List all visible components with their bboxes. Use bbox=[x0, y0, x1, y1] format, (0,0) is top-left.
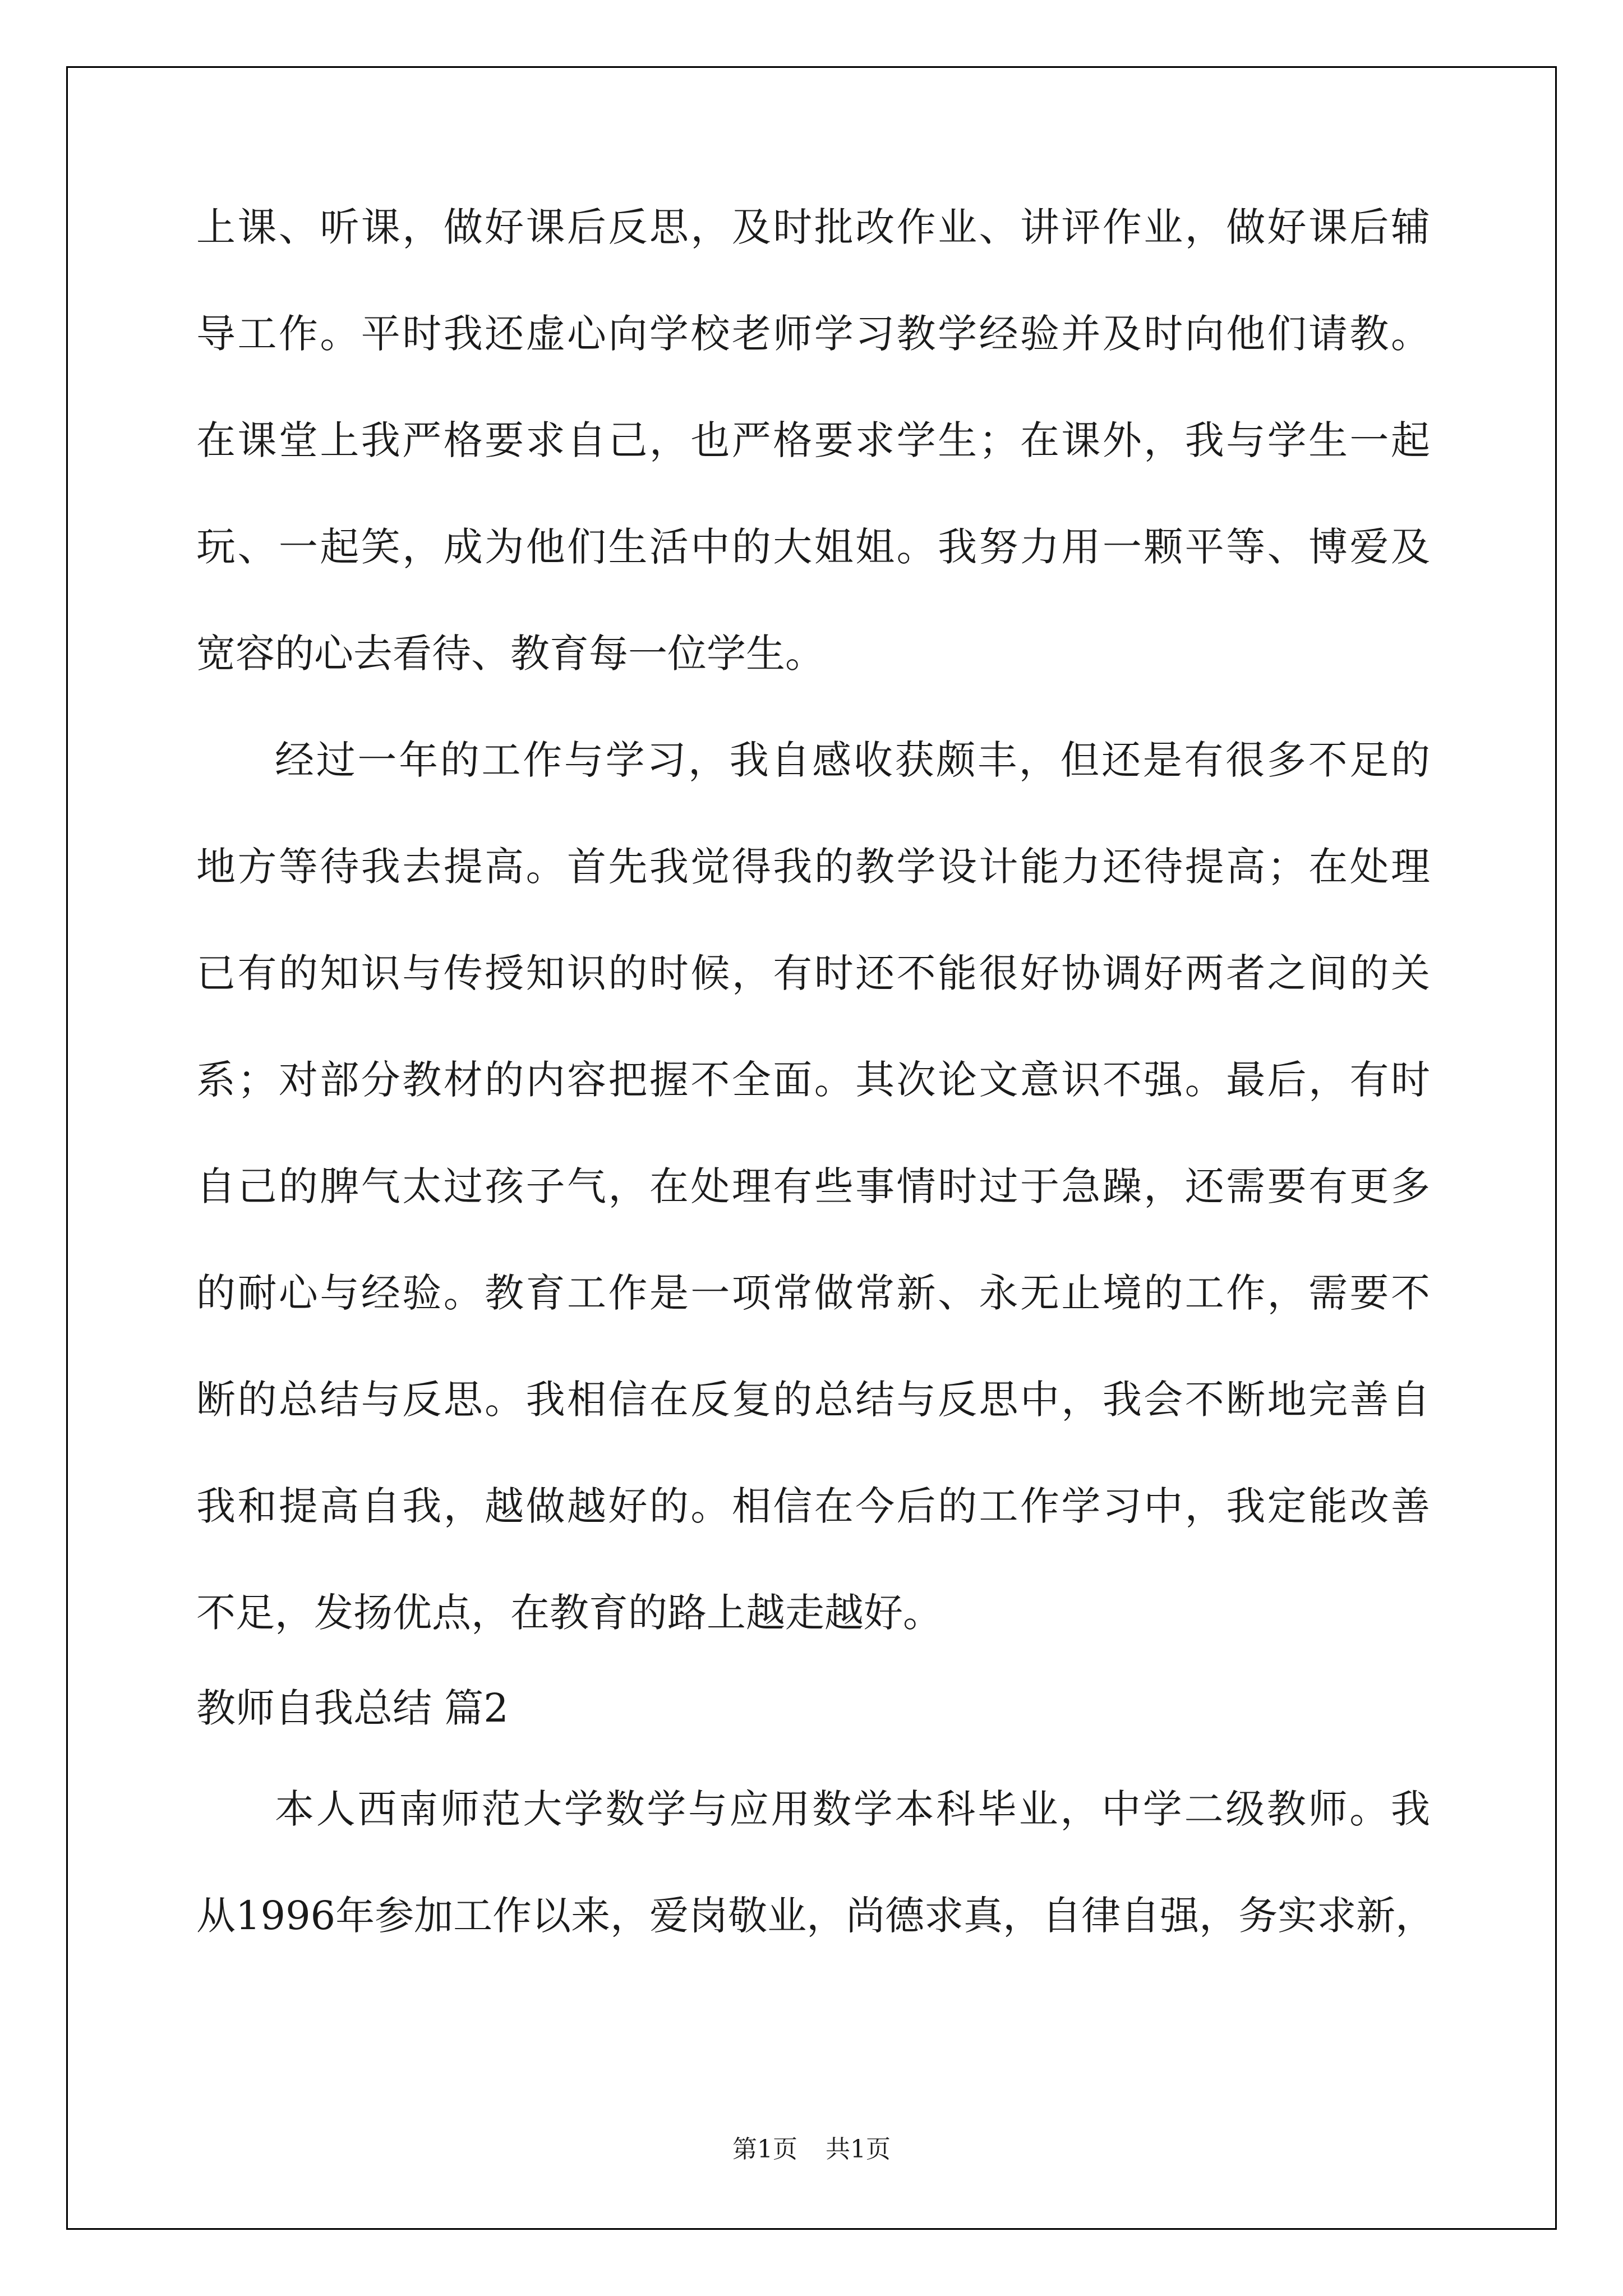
body-line: 自己的脾气太过孩子气，在处理有些事情时过于急躁，还需要有更多 bbox=[196, 1163, 1430, 1209]
body-line: 的耐心与经验。教育工作是一项常做常新、永无止境的工作，需要不 bbox=[196, 1270, 1430, 1316]
body-line: 导工作。平时我还虚心向学校老师学习教学经验并及时向他们请教。 bbox=[196, 311, 1430, 357]
body-line: 从1996年参加工作以来，爱岗敬业，尚德求真，自律自强，务实求新， bbox=[196, 1893, 1435, 1939]
page-number: 第1页 bbox=[732, 2135, 797, 2164]
body-line: 我和提高自我，越做越好的。相信在今后的工作学习中，我定能改善 bbox=[196, 1483, 1430, 1529]
page-footer bbox=[0, 2129, 1623, 2165]
page-total: 共1页 bbox=[826, 2135, 891, 2164]
body-line: 系；对部分教材的内容把握不全面。其次论文意识不强。最后，有时 bbox=[196, 1057, 1430, 1103]
body-line: 已有的知识与传授知识的时候，有时还不能很好协调好两者之间的关 bbox=[196, 950, 1430, 996]
body-line: 宽容的心去看待、教育每一位学生。 bbox=[196, 631, 824, 677]
body-line: 地方等待我去提高。首先我觉得我的教学设计能力还待提高；在处理 bbox=[196, 844, 1430, 890]
section-heading: 教师自我总结 篇2 bbox=[196, 1685, 509, 1731]
paragraph-start-line: 经过一年的工作与学习，我自感收获颇丰，但还是有很多不足的 bbox=[275, 737, 1430, 783]
body-line: 上课、听课，做好课后反思，及时批改作业、讲评作业，做好课后辅 bbox=[196, 204, 1430, 250]
body-line: 不足，发扬优点，在教育的路上越走越好。 bbox=[196, 1590, 942, 1636]
body-line: 玩、一起笑，成为他们生活中的大姐姐。我努力用一颗平等、博爱及 bbox=[196, 524, 1430, 570]
body-line: 断的总结与反思。我相信在反复的总结与反思中，我会不断地完善自 bbox=[196, 1377, 1430, 1423]
paragraph-start-line: 本人西南师范大学数学与应用数学本科毕业，中学二级教师。我 bbox=[275, 1786, 1430, 1832]
body-line: 在课堂上我严格要求自己，也严格要求学生；在课外，我与学生一起 bbox=[196, 417, 1430, 463]
